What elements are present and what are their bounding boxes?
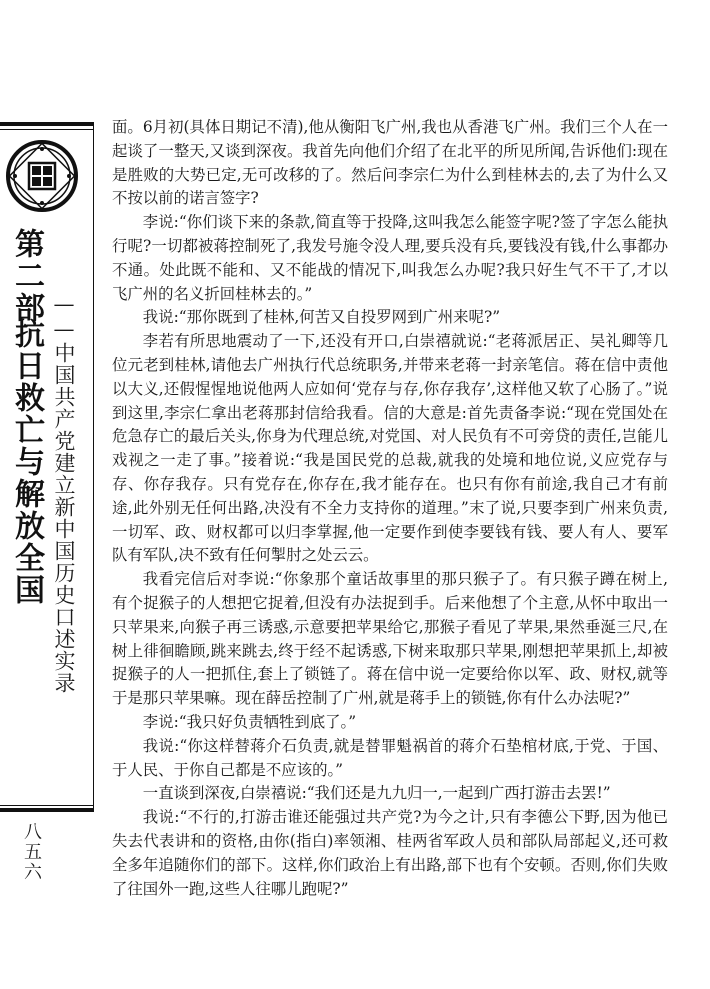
part-label: 第二部 [9, 228, 44, 324]
paragraph: 李说:“你们谈下来的条款,简直等于投降,这叫我怎么能签字呢?签了字怎么能执行呢?一切都被蒋控制死了,我发号施令没人理,要兵没有兵,要钱没有钱,什么事都办不通。处此既不能和、又不能战的情况下,叫我怎么办呢?我只好生气不干了,才以飞广州的名义折回桂林去的。” [112, 213, 668, 303]
divider [0, 808, 94, 812]
page-number: 八五六 [21, 822, 42, 882]
divider [0, 122, 94, 126]
sidebar [0, 0, 100, 989]
book-subtitle: ——中国共产党建立新中国历史口述实录 [52, 292, 76, 694]
paragraph: 李说:“我只好负责牺牲到底了。” [142, 712, 357, 731]
body-text [112, 116, 668, 901]
divider [93, 122, 94, 810]
divider [0, 805, 94, 806]
paragraph: 一直谈到深夜,白崇禧说:“我们还是九九归一,一起到广西打游击去罢!” [142, 784, 611, 803]
paragraph: 我说:“那你既到了桂林,何苦又自投罗网到广州来呢?” [142, 308, 501, 327]
seal-emblem-icon [5, 139, 79, 213]
paragraph: 我说:“不行的,打游击谁还能强过共产党?为今之计,只有李德公下野,因为他已失去代表讲和的资格,由你(指白)率领湘、桂两省军政人员和部队局部起义,还可救全多年追随你们的部下。这样,你们政治上有出路,部下也有个安顿。否则,你们失败了往国外一跑,这些人往哪儿跑呢?” [112, 808, 668, 898]
section-title: 抗日救亡与解放全国 [9, 318, 44, 606]
paragraph: 面。6月初(具体日期记不清),他从衡阳飞广州,我也从香港飞广州。我们三个人在一起谈了一整天,又谈到深夜。我首先向他们介绍了在北平的所见所闻,告诉他们:现在是胜败的大势已定,无可改移的了。然后问李宗仁为什么到桂林去的,去了为什么又不按以前的诺言签字? [112, 118, 668, 208]
divider [0, 129, 94, 130]
paragraph: 我说:“你这样替蒋介石负责,就是替罪魁祸首的蒋介石垫棺材底,于党、于国、于人民、于你自己都是不应该的。” [112, 736, 668, 779]
paragraph: 李若有所思地震动了一下,还没有开口,白崇禧就说:“老蒋派居正、吴礼卿等几位元老到桂林,请他去广州执行代总统职务,并带来老蒋一封亲笔信。蒋在信中责他以大义,还假惺惺地说他两人应如何‘党存与存,你存我存’,这样他又软了心肠了。”说到这里,李宗仁拿出老蒋那封信给我看。信的大意是:首先责备李说:“现在党国处在危急存亡的最后关头,你身为代理总统,对党国、对人民负有不可旁贷的责任,岂能儿戏视之一走了事。”接着说:“我是国民党的总裁,就我的处境和地位说,义应党存与存、你存我存。只有党存在,你存在,我才能存在。也只有你有前途,我自己才有前途,此外别无任何出路,决没有不全力支持你的道理。”末了说,只要李到广州来负责,一切军、政、财权都可以归李掌握,他一定要作到使李要钱有钱、要人有人、要军队有军队,决不致有任何掣肘之处云云。 [112, 332, 668, 565]
paragraph: 我看完信后对李说:“你象那个童话故事里的那只猴子了。有只猴子蹲在树上,有个捉猴子的人想把它捉着,但没有办法捉到手。后来他想了个主意,从怀中取出一只苹果来,向猴子再三诱惑,示意要把苹果给它,那猴子看见了苹果,果然垂涎三尺,在树上徘徊瞻顾,跳来跳去,终于经不起诱惑,下树来取那只苹果,刚想把苹果抓上,却被捉猴子的人一把抓住,套上了锁链了。蒋在信中说一定要给你以军、政、财权,就等于是那只苹果嘛。现在薛岳控制了广州,就是蒋手上的锁链,你有什么办法呢?” [112, 570, 668, 708]
